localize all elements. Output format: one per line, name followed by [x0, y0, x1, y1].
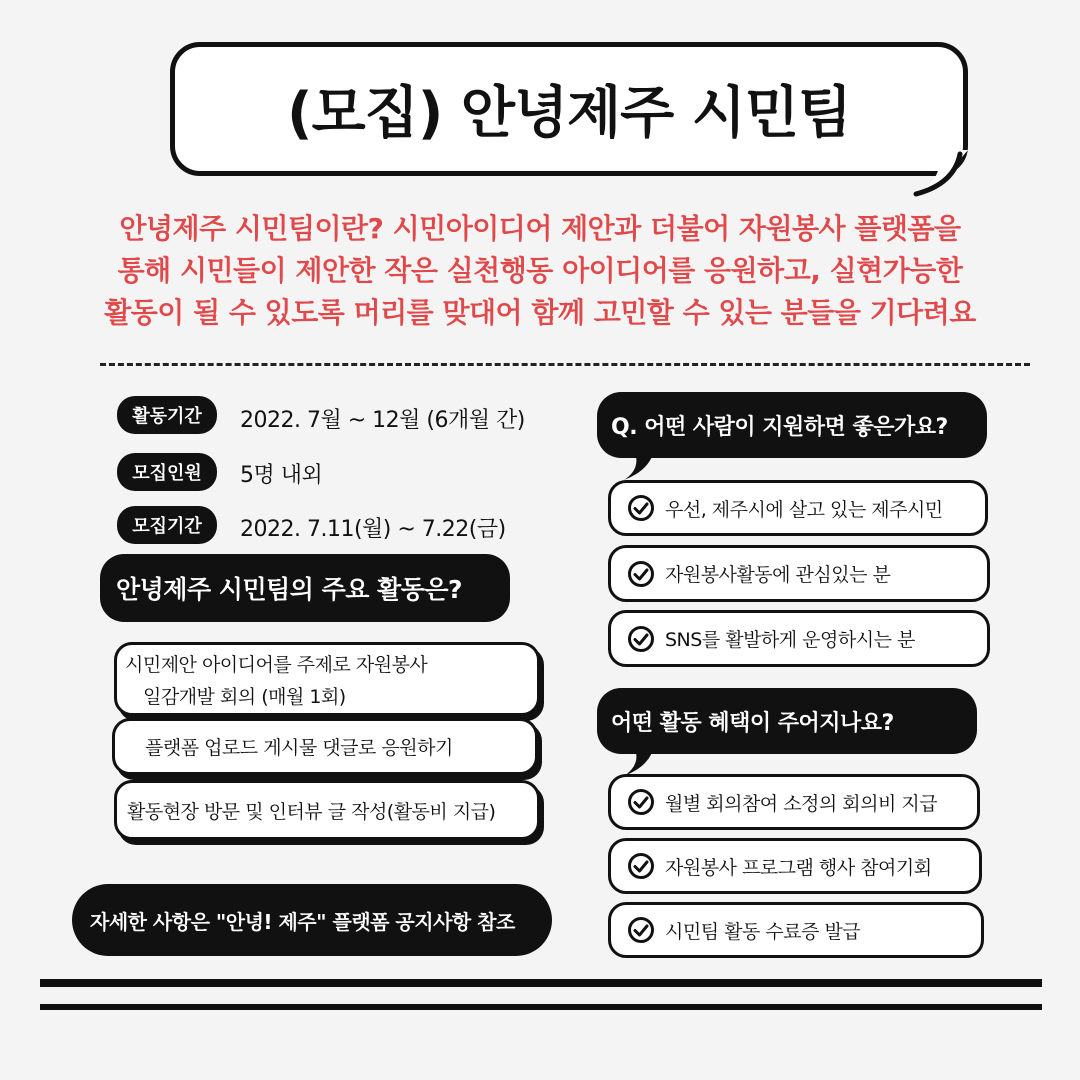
who-item	[608, 545, 990, 602]
who-item-text: 우선, 제주시에 살고 있는 제주시민	[665, 498, 943, 521]
who-item-text: SNS를 활발하게 운영하시는 분	[665, 629, 915, 651]
notice-banner: 자세한 사항은 "안녕! 제주" 플랫폼 공지사항 참조	[72, 884, 552, 956]
check-circle-icon	[627, 560, 655, 588]
intro-line: 활동이 될 수 있도록 머리를 맞대어 함께 고민할 수 있는 분들을 기다려요	[104, 296, 976, 329]
who-item	[608, 480, 988, 536]
who-item	[608, 610, 990, 667]
benefit-item-text: 자원봉사 프로그램 행사 참여기회	[665, 856, 932, 879]
activity-item: 활동현장 방문 및 인터뷰 글 작성(활동비 지급)	[114, 780, 540, 840]
activity-item	[114, 642, 540, 716]
period-label: 활동기간	[117, 396, 217, 434]
check-circle-icon	[627, 916, 655, 944]
dashed-divider	[100, 363, 1030, 366]
intro-line: 통해 시민들이 제안한 작은 실천행동 아이디어를 응원하고, 실현가능한	[117, 254, 963, 287]
who-heading-tail	[616, 450, 660, 484]
recruit-period-label: 모집기간	[117, 506, 217, 544]
activities-heading: 안녕제주 시민팀의 주요 활동은?	[100, 554, 510, 622]
activity-item-line: 일감개발 회의 (매월 1회)	[143, 686, 346, 708]
intro-text	[80, 208, 1000, 334]
check-circle-icon	[627, 852, 655, 880]
who-item-text: 자원봉사활동에 관심있는 분	[665, 564, 891, 586]
check-circle-icon	[627, 494, 655, 522]
recruit-count-value: 5명 내외	[240, 463, 323, 488]
bottom-rule	[40, 979, 1042, 987]
benefit-item-text: 월별 회의참여 소정의 회의비 지급	[665, 792, 938, 815]
intro-line: 안녕제주 시민팀이란? 시민아이디어 제안과 더불어 자원봉사 플랫폼을	[119, 212, 961, 245]
benefits-heading: 어떤 활동 혜택이 주어지나요?	[597, 688, 977, 754]
title-bubble	[170, 42, 968, 176]
check-circle-icon	[627, 788, 655, 816]
recruit-count-label: 모집인원	[117, 453, 217, 491]
benefit-item	[608, 774, 980, 830]
benefit-item	[608, 902, 984, 958]
activity-item: 플랫폼 업로드 게시물 댓글로 응원하기	[112, 718, 538, 775]
period-value: 2022. 7월 ~ 12월 (6개월 간)	[240, 408, 525, 433]
benefit-item	[608, 838, 982, 894]
activity-item-line: 시민제안 아이디어를 주제로 자원봉사	[125, 654, 428, 676]
recruit-period-value: 2022. 7.11(월) ~ 7.22(금)	[240, 517, 506, 542]
page-title: (모집) 안녕제주 시민팀	[286, 81, 852, 146]
check-circle-icon	[627, 625, 655, 653]
who-heading: Q. 어떤 사람이 지원하면 좋은가요?	[597, 392, 987, 458]
bottom-rule	[40, 1004, 1042, 1010]
benefit-item-text: 시민팀 활동 수료증 발급	[665, 920, 861, 943]
